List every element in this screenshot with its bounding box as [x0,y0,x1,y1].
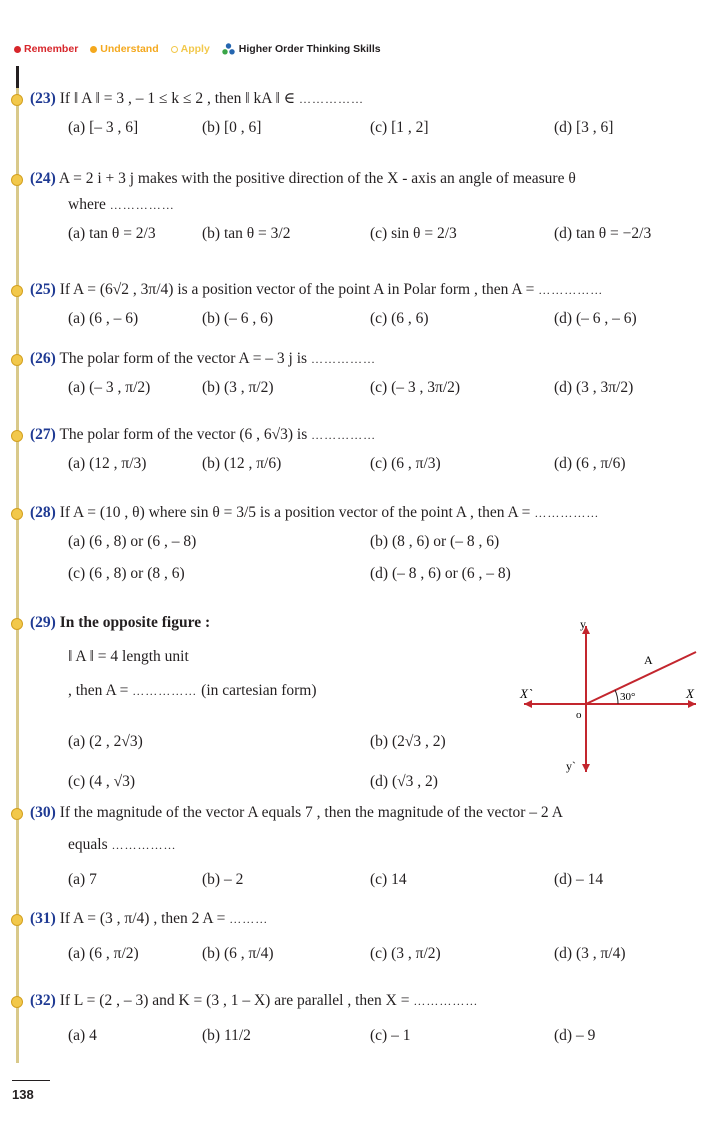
question-stem: A = 2 i + 3 j makes with the positive direction of the X - axis an angle of measure θ [58,170,576,187]
option-d[interactable]: (d) (– 8 , 6) or (6 , – 8) [370,565,511,582]
option-c[interactable]: (c) (4 , √3) [68,773,136,790]
option-a[interactable]: (a) (– 3 , π/2) [68,379,151,396]
question-stem-line2: ‖ A ‖ = 4 length unit [68,648,189,665]
option-b[interactable]: (b) (– 6 , 6) [202,310,274,327]
question-stem: If ‖ A ‖ = 3 , – 1 ≤ k ≤ 2 , then ‖ kA ‖ ∈ [59,90,296,107]
option-c[interactable]: (c) (3 , π/2) [370,945,441,962]
question-24 [30,166,701,250]
option-a[interactable]: (a) [– 3 , 6] [68,119,139,136]
question-32 [30,988,701,1052]
question-stem: The polar form of the vector (6 , 6√3) is [59,426,308,443]
x-label: X [686,686,694,701]
question-number: (29) [30,614,56,631]
question-marker-icon [11,94,23,106]
question-number: (26) [30,350,56,367]
hots-cluster-icon [222,43,235,55]
option-b[interactable]: (b) – 2 [202,871,244,888]
option-b[interactable]: (b) [0 , 6] [202,119,262,136]
question-stem-line2: where [68,196,106,213]
answer-blank: …………… [311,428,377,442]
question-30 [30,800,701,896]
question-number: (32) [30,992,56,1009]
option-a[interactable]: (a) tan θ = 2/3 [68,225,156,242]
question-stem-line3: , then A = [68,682,129,699]
y-neg-label: y` [566,759,576,773]
question-stem: If A = (3 , π/4) , then 2 A = [59,910,226,927]
axes-diagram [520,618,700,778]
question-number: (28) [30,504,56,521]
answer-blank: …………… [534,506,600,520]
option-c[interactable]: (c) (6 , 6) [370,310,429,327]
skills-legend [14,40,393,58]
x-neg-label: X` [520,686,533,701]
question-marker-icon [11,618,23,630]
question-26 [30,346,701,404]
option-b[interactable]: (b) (6 , π/4) [202,945,274,962]
legend-hots [222,43,381,55]
option-c[interactable]: (c) (6 , π/3) [370,455,441,472]
yellow-ring-icon [171,46,178,53]
legend-hots-label: Higher Order Thinking Skills [238,43,381,55]
legend-remember-label: Remember [24,43,79,55]
vector-label: A [644,653,653,667]
option-c[interactable]: (c) sin θ = 2/3 [370,225,457,242]
answer-blank: …………… [538,283,604,297]
option-d[interactable]: (d) – 9 [554,1027,596,1044]
option-b[interactable]: (b) (12 , π/6) [202,455,282,472]
legend-understand-label: Understand [100,43,159,55]
question-stem-note: (in cartesian form) [201,682,317,699]
answer-blank: …………… [132,684,198,698]
question-marker-icon [11,285,23,297]
y-label: y [580,617,586,631]
question-stem: If L = (2 , – 3) and K = (3 , 1 – X) are parallel , then X = [59,992,410,1009]
question-marker-icon [11,996,23,1008]
option-b[interactable]: (b) (8 , 6) or (– 8 , 6) [370,533,500,550]
answer-blank: ……… [229,912,269,926]
answer-blank: …………… [111,838,177,852]
question-stem: If A = (10 , θ) where sin θ = 3/5 is a position vector of the point A , then A = [59,504,531,521]
option-d[interactable]: (d) (3 , π/4) [554,945,626,962]
question-marker-icon [11,174,23,186]
question-number: (27) [30,426,56,443]
option-d[interactable]: (d) (– 6 , – 6) [554,310,637,327]
question-number: (31) [30,910,56,927]
question-28 [30,500,701,590]
legend-remember [14,43,78,55]
option-d[interactable]: (d) (3 , 3π/2) [554,379,634,396]
answer-blank: …………… [299,92,365,106]
answer-blank: …………… [310,352,376,366]
question-27 [30,422,701,480]
vector-a-line [586,652,696,704]
question-marker-icon [11,354,23,366]
option-b[interactable]: (b) (2√3 , 2) [370,733,446,750]
option-b[interactable]: (b) tan θ = 3/2 [202,225,291,242]
vector-figure [520,618,700,778]
page-number: 138 [12,1080,50,1102]
question-25 [30,277,701,335]
question-23 [30,86,701,144]
option-a[interactable]: (a) 4 [68,1027,97,1044]
question-stem: In the opposite figure : [59,614,211,631]
legend-apply-label: Apply [180,43,210,55]
option-d[interactable]: (d) [3 , 6] [554,119,614,136]
question-31 [30,906,701,970]
option-d[interactable]: (d) – 14 [554,871,604,888]
x-neg-arrow-icon [524,700,532,708]
question-stem: If the magnitude of the vector A equals 7 , then the magnitude of the vector – 2 A [59,804,563,821]
option-d[interactable]: (d) tan θ = −2/3 [554,225,652,242]
option-a[interactable]: (a) (2 , 2√3) [68,733,143,750]
question-marker-icon [11,508,23,520]
legend-understand [90,43,158,55]
option-a[interactable]: (a) (6 , – 6) [68,310,139,327]
angle-arc [615,690,618,704]
question-number: (24) [30,170,56,187]
option-c[interactable]: (c) – 1 [370,1027,411,1044]
option-a[interactable]: (a) (6 , 8) or (6 , – 8) [68,533,197,550]
option-a[interactable]: (a) 7 [68,871,97,888]
question-marker-icon [11,808,23,820]
red-dot-icon [14,46,21,53]
option-a[interactable]: (a) (6 , π/2) [68,945,139,962]
option-b[interactable]: (b) 11/2 [202,1027,251,1044]
option-c[interactable]: (c) (– 3 , 3π/2) [370,379,461,396]
option-c[interactable]: (c) 14 [370,871,407,888]
origin-label: o [576,709,582,721]
question-stem: The polar form of the vector A = – 3 j is [59,350,308,367]
option-d[interactable]: (d) (6 , π/6) [554,455,626,472]
answer-blank: …………… [413,994,479,1008]
question-marker-icon [11,914,23,926]
option-c[interactable]: (c) (6 , 8) or (8 , 6) [68,565,185,582]
angle-label: 30° [620,691,636,703]
question-29 [30,610,509,704]
orange-dot-icon [90,46,97,53]
option-a[interactable]: (a) (12 , π/3) [68,455,147,472]
question-number: (25) [30,281,56,298]
option-c[interactable]: (c) [1 , 2] [370,119,429,136]
answer-blank: …………… [109,198,175,212]
option-b[interactable]: (b) (3 , π/2) [202,379,274,396]
question-stem: If A = (6√2 , 3π/4) is a position vector of the point A in Polar form , then A = [59,281,535,298]
x-arrow-icon [688,700,696,708]
legend-apply [171,43,210,55]
question-marker-icon [11,430,23,442]
question-number: (23) [30,90,56,107]
question-stem-line2: equals [68,836,108,853]
y-neg-arrow-icon [582,764,590,772]
option-d[interactable]: (d) (√3 , 2) [370,773,438,790]
question-number: (30) [30,804,56,821]
